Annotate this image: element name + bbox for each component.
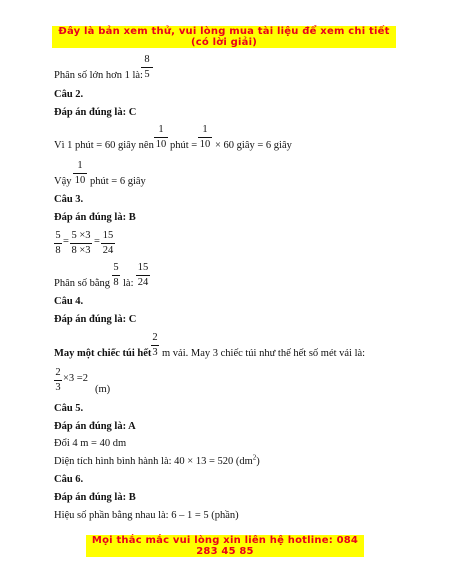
q4-problem-bold: May một chiếc túi hết [54,348,152,359]
q5-line2 [54,453,260,468]
denominator: 3 [55,382,61,393]
denominator: 10 [155,139,167,150]
numerator: 8 [144,54,150,65]
hotline-notice-banner: Mọi thắc mắc vui lòng xin liên hệ hotline: 084 283 45 85 [86,535,364,557]
q5-line2-text: Diện tích hình bình hành là: 40 × 13 = 520 (dm [54,456,253,467]
q5-line2-end: ) [256,456,260,467]
q2-line1-c: × 60 giây = 6 giây [215,140,292,151]
q3-fraction-a [112,262,120,289]
q4-answer: Đáp án đúng là: C [54,314,137,325]
q6-line1: Hiệu số phần bằng nhau là: 6 – 1 = 5 (phần) [54,510,239,521]
q2-fraction-1 [154,124,168,151]
q3-eq-fraction-1 [54,230,62,257]
q5-line1: Đổi 4 m = 40 dm [54,438,127,449]
denominator: 8 [113,277,119,288]
denominator: 24 [137,277,149,288]
denominator: 10 [199,139,211,150]
q2-line2-b: phút = 6 giây [90,176,146,187]
q5-answer: Đáp án đúng là: A [54,421,136,432]
q4-title: Câu 4. [54,296,84,307]
q4-calc-fraction [54,367,62,394]
denominator: 8 ×3 [71,245,91,256]
q3-line-b: là: [123,278,134,289]
denominator: 5 [144,69,150,80]
q1-text: Phân số lớn hơn 1 là: [54,70,143,81]
denominator: 10 [74,175,86,186]
q2-fraction-2 [198,124,212,151]
q4-calc-rest: ×3 =2 [63,373,88,384]
numerator: 5 [113,262,119,273]
q2-line1-b: phút = [170,140,198,151]
q5-line2-superscript: 2 [252,453,257,462]
numerator: 5 [55,230,61,241]
q3-title: Câu 3. [54,194,84,205]
q3-eq-fraction-2 [70,230,92,257]
q3-eq-sign-1: = [63,236,69,247]
denominator: 8 [55,245,61,256]
q2-line2-a: Vậy [54,176,72,187]
q3-eq-fraction-3 [101,230,115,257]
q4-fraction [151,332,159,359]
q3-line-a: Phân số bằng [54,278,110,289]
q5-title: Câu 5. [54,403,84,414]
numerator: 2 [55,367,61,378]
preview-notice-banner: Đây là bản xem thử, vui lòng mua tài liệu để xem chi tiết (có lời giải) [52,26,396,48]
q2-line1-a: Vì 1 phút = 60 giây nên [54,140,154,151]
numerator: 15 [137,262,149,273]
numerator: 1 [77,160,83,171]
q2-fraction-3 [73,160,87,187]
numerator: 1 [158,124,164,135]
q6-answer: Đáp án đúng là: B [54,492,136,503]
q3-fraction-b [136,262,150,289]
q3-eq-sign-2: = [94,236,100,247]
numerator: 5 ×3 [71,230,91,241]
q2-title: Câu 2. [54,89,84,100]
q4-calc-unit: (m) [95,384,111,395]
numerator: 2 [152,332,158,343]
q1-fraction [141,54,153,81]
q2-answer: Đáp án đúng là: C [54,107,137,118]
q3-answer: Đáp án đúng là: B [54,212,136,223]
q6-title: Câu 6. [54,474,84,485]
q4-problem-rest: m vải. May 3 chiếc túi như thế hết số mét vải là: [162,348,366,359]
numerator: 1 [202,124,208,135]
numerator: 15 [102,230,114,241]
denominator: 3 [152,347,158,358]
denominator: 24 [102,245,114,256]
